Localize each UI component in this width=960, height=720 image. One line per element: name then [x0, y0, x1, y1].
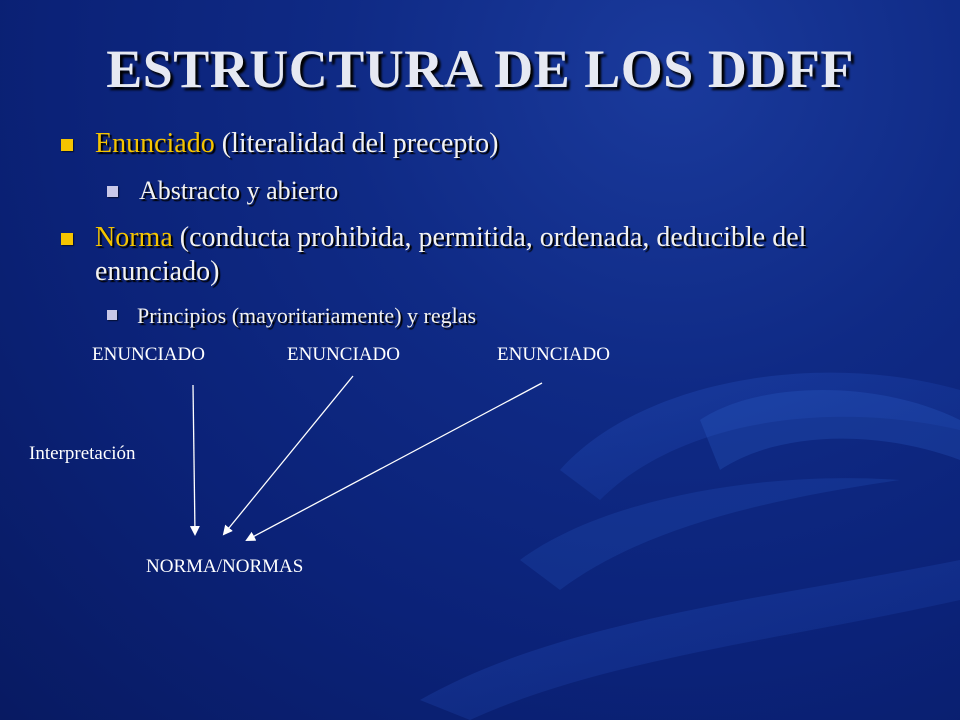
bullet-norma-line2: enunciado) [95, 256, 220, 287]
label-interpretacion: Interpretación [29, 443, 136, 464]
sub-bullet-text: Principios (mayoritariamente) y reglas [137, 303, 477, 328]
label-enunciado-2: ENUNCIADO [287, 344, 400, 365]
arrow-1 [193, 385, 195, 534]
label-norma-normas: NORMA/NORMAS [146, 556, 304, 577]
page-title: ESTRUCTURA DE LOS DDFF [106, 39, 854, 99]
arrow-3 [247, 383, 542, 540]
sub-bullet-text: Abstracto y abierto [139, 176, 339, 205]
bullet-text: (conducta prohibida, permitida, ordenada, deducible del [172, 222, 807, 253]
label-enunciado-3: ENUNCIADO [497, 344, 610, 365]
bullet-text: (literalidad del precepto) [214, 128, 499, 159]
bullet-highlight: Norma [95, 222, 173, 253]
bullet-highlight: Enunciado [95, 128, 215, 159]
label-enunciado-1: ENUNCIADO [92, 344, 205, 365]
arrow-2 [224, 376, 353, 534]
